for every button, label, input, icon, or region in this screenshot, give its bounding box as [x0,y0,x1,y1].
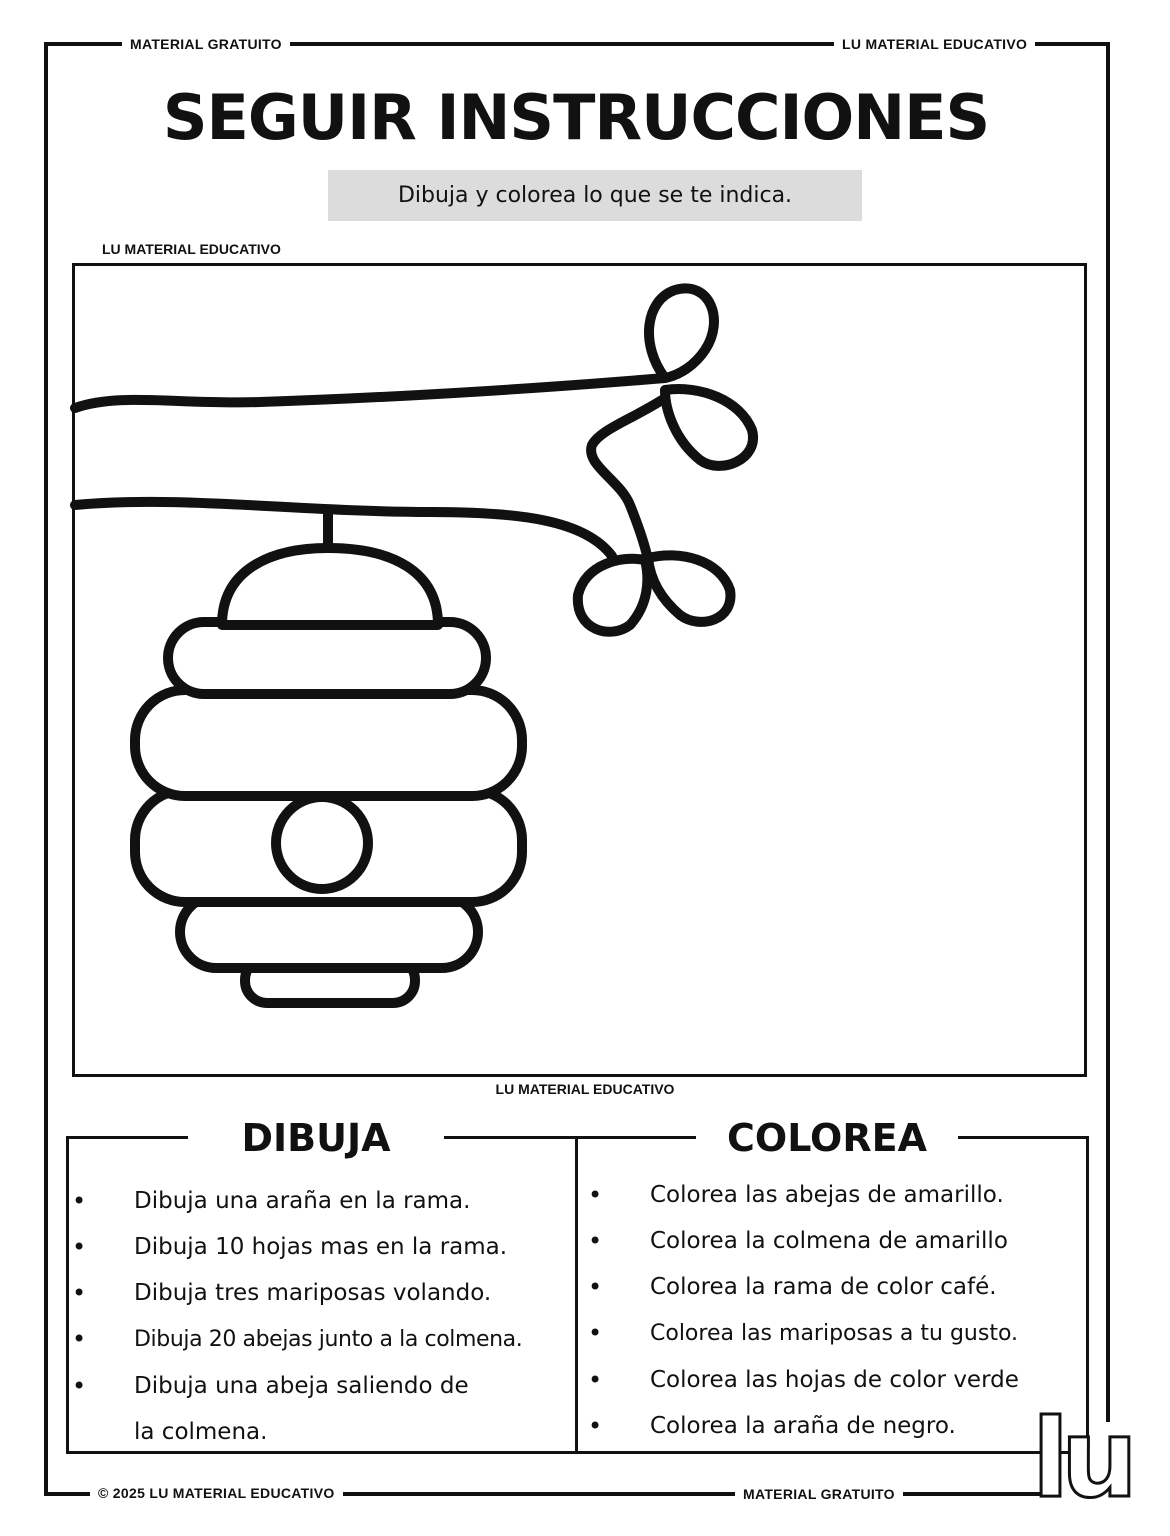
list-item: • Colorea la rama de color café. [588,1264,1088,1310]
list-item: • Dibuja tres mariposas volando. [72,1270,577,1316]
list-item: • Colorea las abejas de amarillo. [588,1172,1088,1218]
leaf-icon [648,555,730,622]
list-item: • Colorea las hojas de color verde [588,1357,1088,1403]
bullet: • [72,1233,87,1261]
list-item: • Colorea la colmena de amarillo [588,1218,1088,1264]
dibuja-heading: DIBUJA [188,1116,444,1160]
colorea-list [588,1172,1088,1449]
instruction-banner [328,170,862,221]
beehive-branch-illustration [72,263,1087,1077]
lu-logo-text: lu [1032,1397,1130,1522]
colorea-heading: COLOREA [696,1116,958,1160]
branch-top-edge [75,378,665,408]
drawing-watermark-top: LU MATERIAL EDUCATIVO [102,241,281,257]
leaf-icon [578,559,648,632]
leaf-icon [649,288,714,378]
list-item: • Dibuja una abeja saliendo de la colmena. [72,1363,494,1455]
list-item: • Colorea las mariposas a tu gusto. [588,1310,1088,1357]
leaf-icon [665,389,753,466]
list-item: • Dibuja 20 abejas junto a la colmena. [72,1316,577,1363]
bullet: • [588,1366,603,1394]
drawing-watermark-bottom: LU MATERIAL EDUCATIVO [495,1081,675,1097]
bullet: • [588,1273,603,1301]
branch-twig [591,400,662,560]
frame-right-line [1106,42,1110,1422]
bullet: • [72,1325,87,1353]
hive-tier [135,690,522,796]
top-right-tag: LU MATERIAL EDUCATIVO [834,36,1035,52]
hive-dome [222,548,438,625]
dibuja-list [72,1178,577,1455]
list-item: • Colorea la araña de negro. [588,1403,1088,1449]
list-item: • Dibuja una araña en la rama. [72,1178,577,1224]
hive-tier [168,622,486,694]
lu-logo [1030,1397,1130,1522]
list-item: • Dibuja 10 hojas mas en la rama. [72,1224,577,1270]
frame-left-line [44,42,48,1496]
bullet: • [72,1279,87,1307]
instruction-text: Dibuja y colorea lo que se te indica. [397,183,793,208]
table-left-line [66,1136,69,1452]
page-title: SEGUIR INSTRUCCIONES [162,81,990,154]
hive-entrance [276,797,368,889]
bullet: • [588,1412,603,1440]
top-left-tag: MATERIAL GRATUITO [122,36,290,52]
bullet: • [588,1181,603,1209]
bullet: • [588,1227,603,1255]
bottom-left-tag: © 2025 LU MATERIAL EDUCATIVO [90,1485,343,1501]
bullet: • [72,1187,87,1215]
bullet: • [588,1319,603,1347]
bullet: • [72,1372,87,1400]
bottom-right-tag: MATERIAL GRATUITO [735,1486,903,1502]
